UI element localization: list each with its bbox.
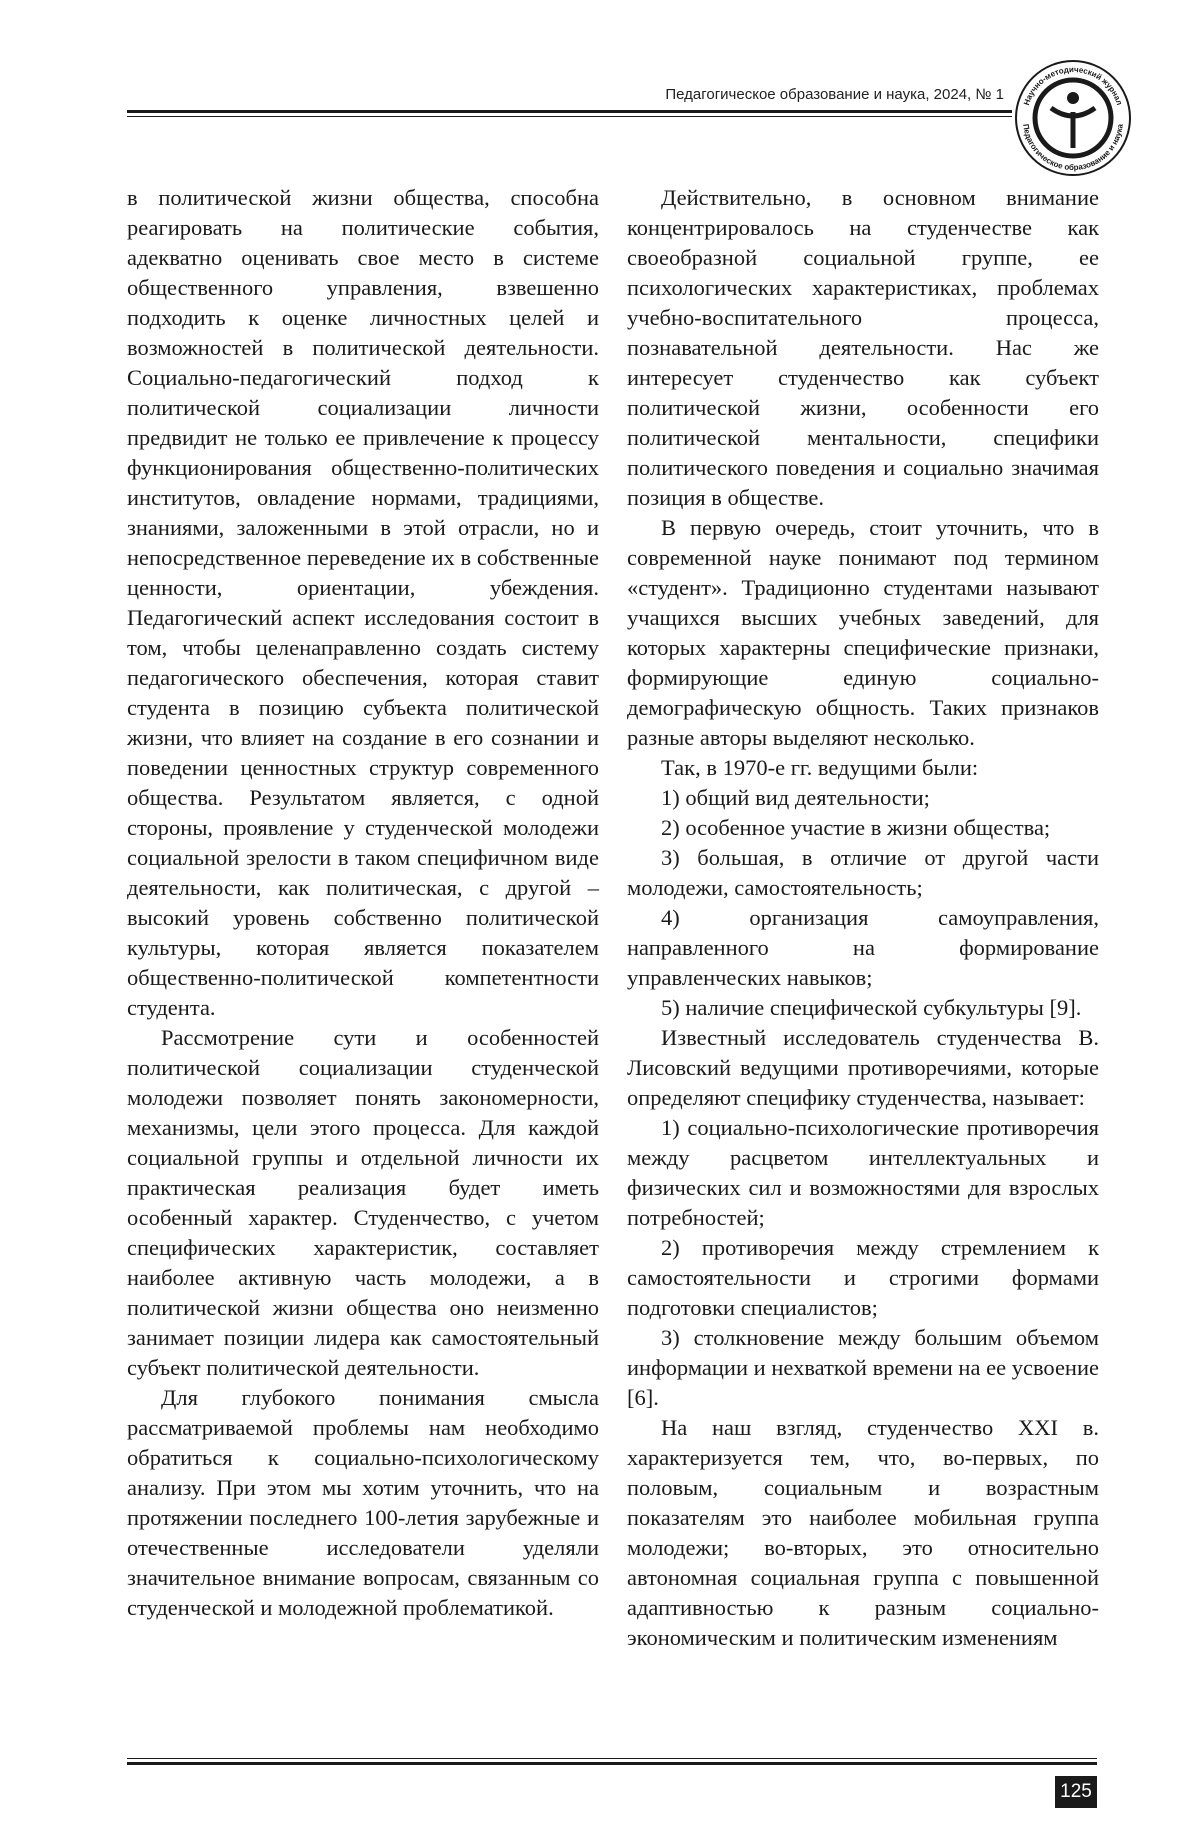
list-item: 5) наличие специфической субкультуры [9]. — [661, 995, 1082, 1020]
list-item: 3) столкновение между большим объемом информации и нехваткой времени на ее усвоение [6]. — [627, 1325, 1099, 1410]
header-rule-thin — [127, 116, 1012, 117]
list-item: 1) социально-психологические противоречия между расцветом интеллектуальных и физических сил и возможностями для взрослых потребностей; — [627, 1115, 1099, 1230]
page-number: 125 — [1055, 1776, 1097, 1808]
left-paragraph-3: Для глубокого понимания смысла рассматриваемой проблемы нам необходимо обратиться к социально-психологическому анализу. При этом мы хотим уточнить, что на протяжении последнего 100-летия зарубежные и отечественные исследователи уделяли значительное внимание вопросам, связанным со студенческой и молодежной проблематикой. — [127, 1385, 599, 1620]
right-paragraph-2: В первую очередь, стоит уточнить, что в современной науке понимают под термином «студент». Традиционно студентами называют учащихся высших учебных заведений, для которых характерны специфические признаки, формирующие единую социально-демографическую общность. Таких признаков разные авторы выделяют несколько. — [627, 515, 1099, 750]
journal-logo — [1013, 58, 1133, 178]
right-column — [627, 183, 1099, 1653]
right-paragraph-13: На наш взгляд, студенчество XXI в. характеризуется тем, что, во-первых, по половым, социальным и возрастным показателям это наиболее мобильная группа молодежи; во-вторых, это относительно автономная социальная группа с повышенной адаптивностью к разным социально-экономическим и политическим изменениям — [627, 1415, 1099, 1650]
list-item: 3) большая, в отличие от другой части молодежи, самостоятельность; — [627, 845, 1099, 900]
list-item: 4) организация самоуправления, направленного на формирование управленческих навыков; — [627, 905, 1099, 990]
list-item: 1) общий вид деятельности; — [661, 785, 930, 810]
left-column — [127, 183, 599, 1623]
footer-rule-thin — [127, 1758, 1097, 1759]
left-paragraph-1: в политической жизни общества, способна реагировать на политические события, адекватно оценивать свое место в системе общественного управления, взвешенно подходить к оценке личностных целей и возможностей в политической деятельности. Социально-педагогический подход к политической социализации личности предвидит не только ее привлечение к процессу функционирования общественно-политических институтов, овладение нормами, традициями, знаниями, заложенными в этой отрасли, но и непосредственное переведение их в собственные ценности, ориентации, убеждения. Педагогический аспект исследования состоит в том, чтобы целенаправленно создать систему педагогического обеспечения, которая ставит студента в позицию субъекта политической жизни, что влияет на создание в его сознании и поведении ценностных структур современного общества. Результатом является, с одной стороны, проявление у студенческой молодежи социальной зрелости в таком специфичном виде деятельности, как политическая, с другой – высокий уровень собственно политической культуры, которая является показателем общественно-политической компетентности студента. — [127, 185, 599, 1020]
header-rule-thick — [127, 110, 1012, 113]
list-item: 2) особенное участие в жизни общества; — [661, 815, 1051, 840]
list-item: 2) противоречия между стремлением к самостоятельности и строгими формами подготовки специалистов; — [627, 1235, 1099, 1320]
logo-text-top: Научно-методический журнал — [1021, 64, 1125, 107]
right-paragraph-3: Так, в 1970-е гг. ведущими были: — [661, 755, 979, 780]
left-paragraph-2: Рассмотрение сути и особенностей политической социализации студенческой молодежи позволяет понять закономерности, механизмы, цели этого процесса. Для каждой социальной группы и отдельной личности их практическая реализация будет иметь особенный характер. Студенчество, с учетом специфических характеристик, составляет наиболее активную часть молодежи, а в политической жизни общества оно неизменно занимает позиции лидера как самостоятельный субъект политической деятельности. — [127, 1025, 599, 1380]
logo-text-bottom: Педагогическое образование и наука — [1021, 123, 1125, 173]
footer-rule-thick — [127, 1762, 1097, 1765]
right-paragraph-9: Известный исследователь студенчества В. Лисовский ведущими противоречиями, которые определяют специфику студенчества, называет: — [627, 1025, 1099, 1110]
running-title: Педагогическое образование и наука, 2024, № 1 — [665, 86, 1004, 103]
right-paragraph-1: Действительно, в основном внимание концентрировалось на студенчестве как своеобразной социальной группе, ее психологических характеристиках, проблемах учебно-воспитательного процесса, познавательной деятельности. Нас же интересует студенчество как субъект политической жизни, особенности его политической ментальности, специфики политического поведения и социально значимая позиция в обществе. — [627, 185, 1099, 510]
